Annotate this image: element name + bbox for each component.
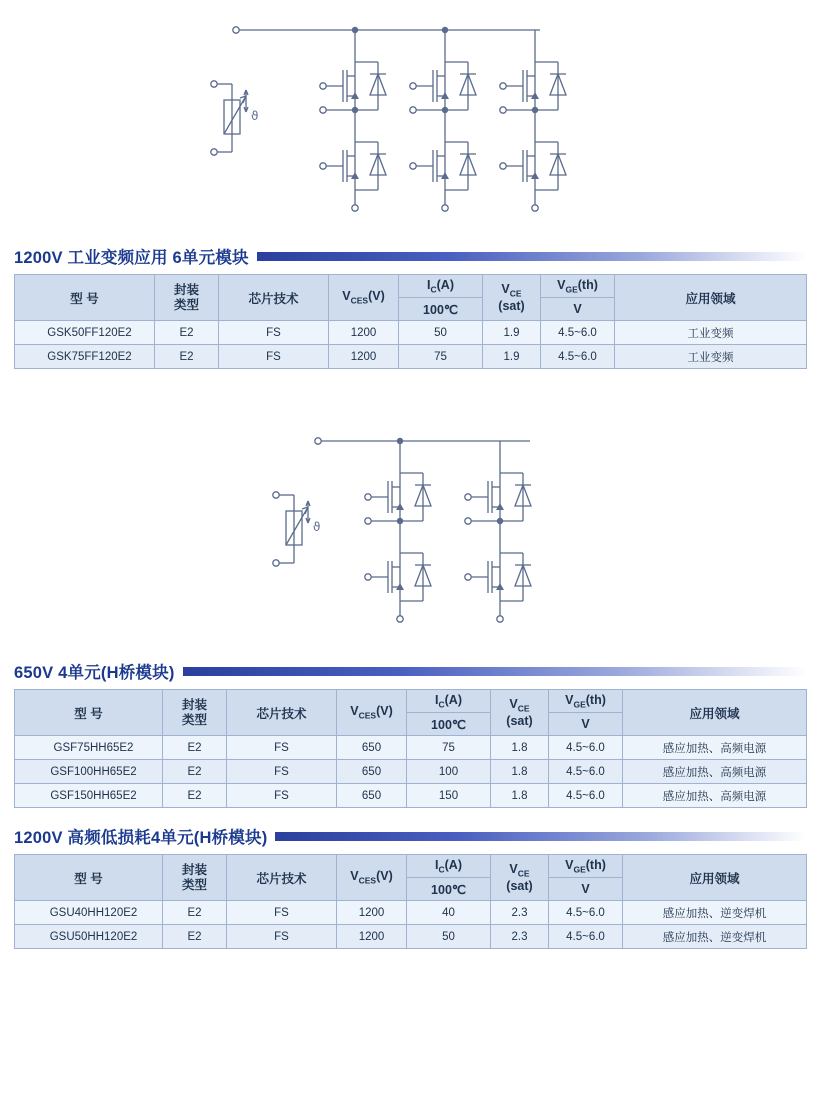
cell-package: E2: [163, 736, 227, 760]
col-package-line1: 封装: [181, 698, 207, 713]
table-header-row: [15, 855, 807, 878]
section-heading-1: [14, 244, 806, 268]
col-package-line1: 封装: [173, 283, 199, 298]
cell-vces: 1200: [337, 901, 407, 925]
cell-package: E2: [163, 760, 227, 784]
igbt-hbridge-circuit-diagram: [0, 411, 820, 641]
section-bar-1: [257, 252, 806, 261]
section-title-2-rest: 4单元(H桥模块): [53, 664, 175, 682]
cell-model: GSU50HH120E2: [15, 925, 163, 949]
cell-vce: 1.9: [483, 321, 541, 345]
cell-vces: 650: [337, 784, 407, 808]
col-model: 型 号: [15, 275, 155, 321]
col-vces: $V_{CES}(V)$: [337, 690, 407, 736]
col-vge-top: $V_{GE}(th)$: [541, 275, 615, 298]
col-vces: $V_{CES}(V)$: [337, 855, 407, 901]
col-ic-top: $I_C(A)$: [399, 275, 483, 298]
cell-chip: FS: [227, 925, 337, 949]
cell-model: GSF100HH65E2: [15, 760, 163, 784]
col-vces: $V_{CES}(V)$: [329, 275, 399, 321]
cell-chip: FS: [227, 784, 337, 808]
section-title-3: [14, 824, 267, 848]
col-package: [163, 690, 227, 736]
col-ic-top: $I_C(A)$: [407, 690, 491, 713]
col-package-line1: 封装: [181, 863, 207, 878]
col-chip: 芯片技术: [227, 855, 337, 901]
table-row: [15, 321, 807, 345]
cell-ic: 150: [407, 784, 491, 808]
cell-vce: 1.9: [483, 345, 541, 369]
cell-package: E2: [163, 784, 227, 808]
cell-model: GSF150HH65E2: [15, 784, 163, 808]
cell-package: E2: [155, 321, 219, 345]
cell-ic: 50: [407, 925, 491, 949]
col-package: [163, 855, 227, 901]
section-bar-3: [275, 832, 806, 841]
cell-vge: 4.5~6.0: [541, 345, 615, 369]
section-title-3-rest: 高频低损耗4单元(H桥模块): [62, 829, 268, 847]
cell-package: E2: [155, 345, 219, 369]
table-row: [15, 760, 807, 784]
cell-application: 感应加热、高频电源: [623, 736, 807, 760]
section-title-2: [14, 659, 175, 683]
col-ic-bot: 100℃: [399, 298, 483, 321]
cell-vces: 1200: [337, 925, 407, 949]
col-application: 应用领域: [623, 855, 807, 901]
cell-vces: 650: [337, 760, 407, 784]
cell-vce: 1.8: [491, 736, 549, 760]
col-ic-bot: 100℃: [407, 878, 491, 901]
cell-chip: FS: [219, 345, 329, 369]
section-heading-2: [14, 659, 806, 683]
cell-vce: 1.8: [491, 784, 549, 808]
cell-package: E2: [163, 925, 227, 949]
section-bar-2: [183, 667, 806, 676]
cell-vce: 2.3: [491, 925, 549, 949]
col-vce: $V_{CE}$ (sat): [491, 690, 549, 736]
table-header-row: [15, 690, 807, 713]
col-vge-top: $V_{GE}(th)$: [549, 690, 623, 713]
table-row: [15, 784, 807, 808]
cell-application: 感应加热、逆变焊机: [623, 901, 807, 925]
cell-ic: 40: [407, 901, 491, 925]
svg-text:ϑ: ϑ: [251, 109, 259, 123]
col-package-line2: 类型: [181, 877, 207, 892]
cell-vge: 4.5~6.0: [549, 760, 623, 784]
cell-ic: 50: [399, 321, 483, 345]
cell-chip: FS: [227, 760, 337, 784]
cell-vces: 1200: [329, 321, 399, 345]
cell-chip: FS: [227, 736, 337, 760]
col-vge-top: $V_{GE}(th)$: [549, 855, 623, 878]
col-application: 应用领域: [623, 690, 807, 736]
cell-application: 感应加热、高频电源: [623, 784, 807, 808]
cell-vces: 650: [337, 736, 407, 760]
col-ic-top: $I_C(A)$: [407, 855, 491, 878]
col-vce: $V_{CE}$ (sat): [483, 275, 541, 321]
cell-application: 感应加热、逆变焊机: [623, 925, 807, 949]
spec-table-1: [14, 274, 807, 369]
cell-model: GSK50FF120E2: [15, 321, 155, 345]
section-heading-3: [14, 824, 806, 848]
col-ic-bot: 100℃: [407, 713, 491, 736]
cell-vge: 4.5~6.0: [549, 736, 623, 760]
section-title-1-volt: 1200V: [14, 249, 63, 267]
cell-vge: 4.5~6.0: [549, 901, 623, 925]
cell-vge: 4.5~6.0: [549, 784, 623, 808]
cell-application: 感应加热、高频电源: [623, 760, 807, 784]
col-package-line2: 类型: [181, 712, 207, 727]
igbt-6pack-circuit-diagram: [0, 0, 820, 230]
col-model: 型 号: [15, 690, 163, 736]
cell-chip: FS: [219, 321, 329, 345]
cell-ic: 75: [399, 345, 483, 369]
spec-table-2: [14, 689, 807, 808]
section-title-3-volt: 1200V: [14, 829, 63, 847]
col-package: [155, 275, 219, 321]
cell-vge: 4.5~6.0: [549, 925, 623, 949]
table-header-row: [15, 275, 807, 298]
cell-vge: 4.5~6.0: [541, 321, 615, 345]
svg-text:ϑ: ϑ: [313, 520, 321, 534]
cell-model: GSK75FF120E2: [15, 345, 155, 369]
section-title-1: [14, 244, 249, 268]
cell-ic: 100: [407, 760, 491, 784]
col-chip: 芯片技术: [227, 690, 337, 736]
table-row: [15, 736, 807, 760]
cell-vce: 1.8: [491, 760, 549, 784]
col-vge-bot: V: [549, 878, 623, 901]
section-title-1-rest: 工业变频应用 6单元模块: [62, 249, 249, 267]
cell-model: GSF75HH65E2: [15, 736, 163, 760]
cell-chip: FS: [227, 901, 337, 925]
table-row: [15, 901, 807, 925]
cell-vces: 1200: [329, 345, 399, 369]
spec-table-3: [14, 854, 807, 949]
col-model: 型 号: [15, 855, 163, 901]
cell-package: E2: [163, 901, 227, 925]
table-row: [15, 925, 807, 949]
section-title-2-volt: 650V: [14, 664, 54, 682]
cell-model: GSU40HH120E2: [15, 901, 163, 925]
cell-application: 工业变频: [615, 345, 807, 369]
col-vge-bot: V: [541, 298, 615, 321]
table-row: [15, 345, 807, 369]
col-vce: $V_{CE}$ (sat): [491, 855, 549, 901]
col-vge-bot: V: [549, 713, 623, 736]
cell-vce: 2.3: [491, 901, 549, 925]
cell-application: 工业变频: [615, 321, 807, 345]
col-application: 应用领域: [615, 275, 807, 321]
cell-ic: 75: [407, 736, 491, 760]
col-chip: 芯片技术: [219, 275, 329, 321]
col-package-line2: 类型: [173, 297, 199, 312]
